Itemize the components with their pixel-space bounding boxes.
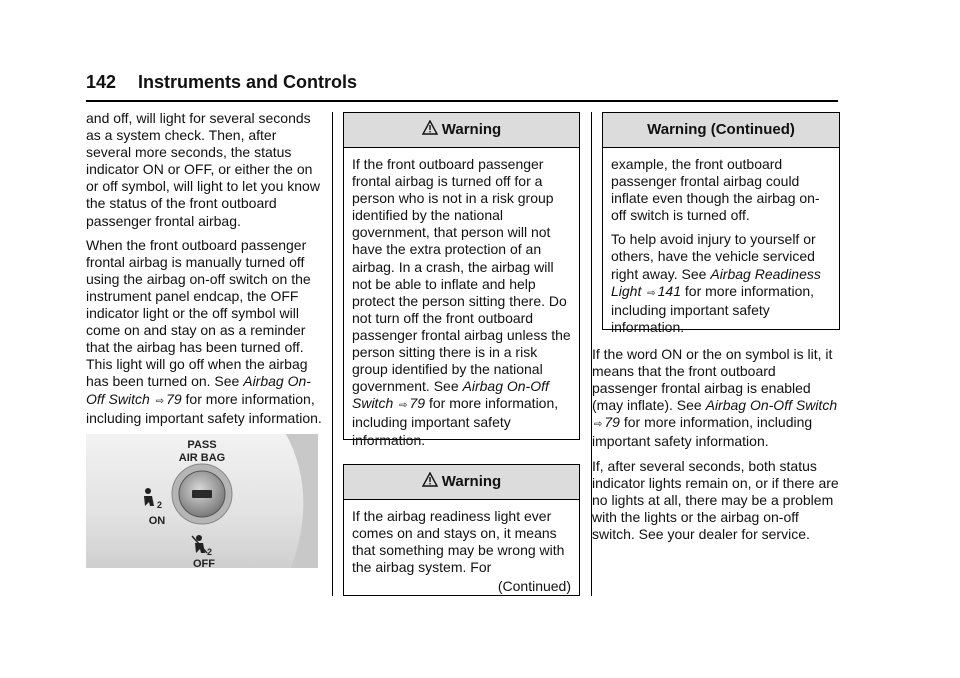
page-header bbox=[86, 70, 838, 102]
warning-text: If the airbag readiness light ever comes on and stays on, it means that something may be wrong with the airbag system. For bbox=[352, 508, 565, 576]
key-slot bbox=[192, 490, 212, 498]
cross-reference-link[interactable]: Airbag On-Off Switch bbox=[352, 378, 549, 412]
page-arrow-icon: ⇨ bbox=[155, 395, 165, 407]
warning-icon bbox=[422, 120, 438, 139]
warning-title: Warning bbox=[441, 473, 502, 491]
paragraph bbox=[86, 237, 322, 427]
warning-text bbox=[611, 231, 831, 336]
paragraph-text: To help avoid injury to yourself or others, have the vehicle serviced right away. See bbox=[611, 231, 816, 282]
continued-label: (Continued) bbox=[497, 578, 571, 595]
passenger-off-icon bbox=[192, 535, 212, 557]
warning-text bbox=[352, 156, 571, 449]
paragraph bbox=[592, 346, 842, 451]
cross-reference-link[interactable]: Airbag On-Off Switch bbox=[86, 373, 311, 407]
page-reference[interactable]: 79 bbox=[166, 390, 182, 407]
paragraph-text: If the front outboard passenger frontal airbag is turned off for a person who is not in a risk group identified by the national government, that person will not have the extra protection of an airbag. In a crash, the airbag will not be able to inflate and help protect the person sitting there. Do not turn off the front outboard passenger frontal airbag unless the person sitting there is in a risk group identified by the national government. See bbox=[352, 156, 571, 395]
paragraph-text: for more information, including important safety information. bbox=[611, 282, 815, 335]
page-reference[interactable]: 79 bbox=[409, 395, 426, 412]
cross-reference-link[interactable]: Airbag On-Off Switch bbox=[705, 397, 838, 414]
page-reference[interactable]: 79 bbox=[604, 414, 620, 431]
warning-header bbox=[344, 113, 579, 148]
warning-body bbox=[344, 148, 579, 464]
warning-box bbox=[343, 464, 580, 596]
paragraph-text: When the front outboard passenger frontal airbag is manually turned off using the airbag on-off switch on the instrument panel endcap, the OFF indicator light or the off symbol will come on and stay on as a reminder that the airbag has been turned off. This light will go off when the airbag has been turned on. See bbox=[86, 236, 311, 390]
paragraph-text: for more information, including important safety information. bbox=[592, 414, 813, 450]
left-column bbox=[86, 110, 322, 434]
page-arrow-icon: ⇨ bbox=[594, 419, 603, 431]
page-arrow-icon: ⇨ bbox=[647, 287, 656, 299]
paragraph: If, after several seconds, both status indicator lights remain on, or if there are no lights at all, there may be a problem with the lights or the airbag on-off switch. See your dealer for service. bbox=[592, 457, 839, 542]
airbag-label: AIR BAG bbox=[178, 452, 226, 464]
off-label: OFF bbox=[193, 558, 215, 568]
warning-body bbox=[603, 148, 839, 351]
paragraph-text: for more information, including important safety information. bbox=[352, 395, 559, 448]
paragraph: and off, will light for several seconds as a system check. Then, after several more seconds, the status indicator ON or OFF, or either the on or off symbol, will light to let you know the status of the front outboard passenger frontal airbag. bbox=[86, 110, 320, 229]
warning-header bbox=[603, 113, 839, 148]
warning-box bbox=[343, 112, 580, 448]
on-label: ON bbox=[148, 515, 166, 527]
warning-header bbox=[344, 465, 579, 500]
endcap-edge bbox=[286, 434, 318, 568]
page-reference[interactable]: 141 bbox=[657, 282, 681, 299]
right-column bbox=[592, 346, 842, 550]
airbag-switch-photo bbox=[86, 434, 318, 568]
airbag-switch-illustration bbox=[86, 434, 318, 568]
seat-two-label: 2 bbox=[207, 547, 213, 557]
warning-title: Warning (Continued) bbox=[647, 121, 795, 139]
page-number: 142 bbox=[86, 72, 117, 92]
warning-body bbox=[344, 500, 579, 603]
seat-two-label: 2 bbox=[157, 500, 163, 510]
pass-label: PASS bbox=[187, 439, 217, 451]
warning-box bbox=[602, 112, 840, 335]
paragraph-text: If the word ON or the on symbol is lit, it means that the front outboard passenger frontal airbag is enabled (may inflate). See bbox=[592, 346, 833, 414]
section-title: Instruments and Controls bbox=[138, 72, 358, 92]
passenger-on-icon bbox=[144, 488, 162, 510]
paragraph-text: for more information, including important safety information. bbox=[86, 390, 322, 426]
warning-icon bbox=[422, 472, 438, 491]
page-arrow-icon: ⇨ bbox=[399, 400, 408, 412]
warning-title: Warning bbox=[441, 121, 502, 139]
cross-reference-link[interactable]: Airbag Readiness Light bbox=[611, 265, 821, 299]
column-divider bbox=[332, 112, 333, 596]
warning-text: example, the front outboard passenger frontal airbag could inflate even though the airbag on-off switch is turned off. bbox=[611, 156, 820, 224]
